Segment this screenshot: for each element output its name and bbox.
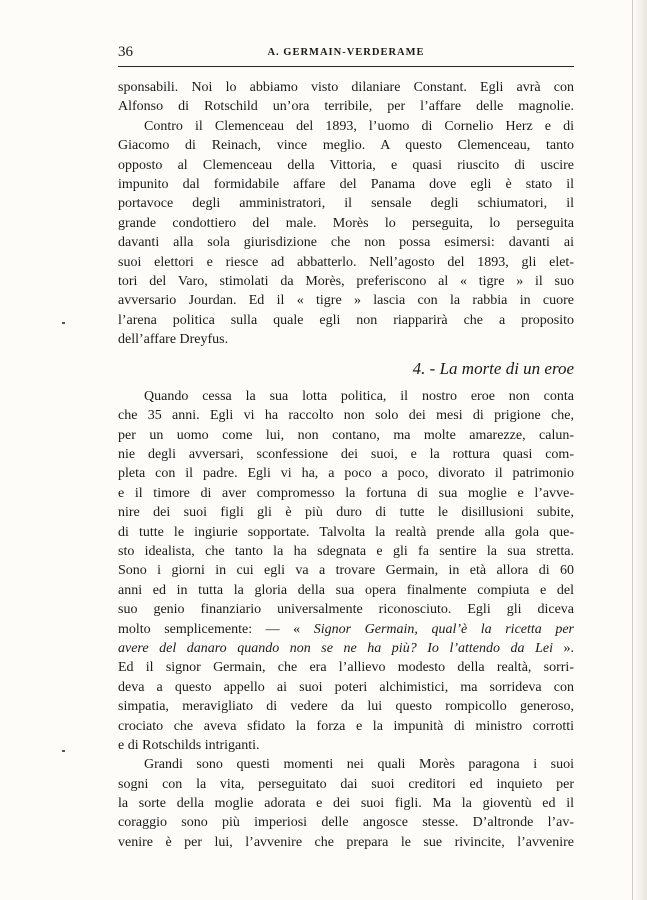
text-line: tori del Varo, stimolati da Morès, preferiscono al « tigre » il suo	[118, 273, 574, 289]
text-line: avversario Jourdan. Ed il « tigre » lascia con la rabbia in cuore	[118, 293, 574, 309]
text-line: Alfonso di Rotschild un’ora terribile, per l’affare delle magnolie.	[118, 99, 574, 115]
text-line: opposto al Clemenceau della Vittoria, e quasi riuscito di uscire	[118, 157, 574, 173]
text-line: grande condottiero del male. Morès lo perseguita, lo perseguita	[118, 215, 574, 231]
text-line: Contro il Clemenceau del 1893, l’uomo di Cornelio Herz e di	[144, 118, 574, 134]
text-line: per un uomo come lui, non contano, ma molte amarezze, calun-	[118, 427, 574, 443]
text-line: di tutte le ingiurie sopportate. Talvolta la realtà prende alla gola que-	[118, 524, 574, 540]
running-header	[118, 40, 574, 67]
text-line: deva a questo appello ai suoi poteri alchimistici, ma sorrideva con	[118, 679, 574, 695]
text-line: Ed il signor Germain, che era l’allievo modesto della realtà, sorri-	[118, 660, 574, 676]
quote-italic: Signor Germain, qual’è la ricetta per	[313, 621, 574, 637]
page-edge-shadow	[633, 0, 647, 900]
text-line: anni ed in tutta la gloria della sua opera finalmente compiuta e del	[118, 582, 574, 598]
text-line: sogni con la vita, perseguitato dai suoi creditori ed inquieto per	[118, 776, 574, 792]
text-line: impunito dal formidabile affare del Panama dove egli è stato il	[118, 176, 574, 192]
text-line: nire dei suoi figli gli è più duro di tutte le disillusioni subite,	[118, 505, 574, 521]
page-number: 36	[118, 44, 133, 60]
text-line: simpatia, meravigliato di vedere da lui questo rompicollo generoso,	[118, 699, 574, 715]
text-line: sponsabili. Noi lo abbiamo visto dilaniare Constant. Egli avrà con	[118, 80, 574, 95]
text-line: suoi elettori e riesce ad abbatterlo. Nell’agosto del 1893, gli elet-	[118, 254, 574, 270]
section-heading: 4. - La morte di un eroe	[412, 359, 574, 379]
margin-speck	[62, 322, 65, 324]
running-head-title: A. GERMAIN-VERDERAME	[267, 47, 425, 58]
text-line: Giacomo di Reinach, vince meglio. A questo Clemenceau, tanto	[118, 138, 574, 154]
quote-prefix: molto semplicemente: — «	[118, 621, 314, 637]
text-line: e il timore di aver compromesso la fortuna di sua moglie e l’avve-	[118, 485, 574, 501]
text-line: crociato che aveva sfidato la forza e la impunità di ministro corrotti	[118, 718, 574, 734]
text-line: e di Rotschilds intriganti.	[118, 737, 260, 753]
text-line: davanti alla sola giurisdizione che non possa esimersi: davanti ai	[118, 235, 574, 251]
text-line: dell’affare Dreyfus.	[118, 332, 229, 348]
text-line: l’arena politica sulla quale egli non riapparirà che a proposito	[118, 312, 574, 328]
margin-speck	[62, 750, 65, 752]
text-line: che 35 anni. Egli vi ha raccolto non solo dei mesi di prigione che,	[118, 408, 574, 424]
text-line: Quando cessa la sua lotta politica, il nostro eroe non conta	[144, 388, 574, 404]
text-line: coraggio sono più imperiosi delle angosce stesse. D’altronde l’av-	[118, 815, 574, 831]
quote-line	[118, 620, 574, 639]
text-line: nie degli avversari, sconfessione dei suoi, e la rottura quasi com-	[118, 447, 574, 463]
quote-suffix: ».	[552, 640, 574, 656]
text-line: la sorte della moglie adorata e dei suoi figli. Ma la gioventù ed il	[118, 796, 574, 812]
text-line: sto idealista, che tanto la ha sdegnata e gli fa sentire la sua stretta.	[118, 543, 574, 559]
text-line: suo genio finanziario universalmente riconosciuto. Egli gli diceva	[118, 602, 574, 618]
text-line: venire è per lui, l’avvenire che prepara le sue rivincite, l’avvenire	[118, 834, 574, 850]
text-line: Sono i giorni in cui egli va a trovare Germain, in età allora di 60	[118, 563, 574, 579]
text-line: pleta con il padre. Egli vi ha, a poco a poco, divorato il patrimonio	[118, 466, 574, 482]
text-line: Grandi sono questi momenti nei quali Morès paragona i suoi	[144, 757, 574, 773]
quote-italic: avere del danaro quando non se ne ha più? Io l’attendo da Lei	[118, 640, 553, 656]
quote-line	[118, 639, 574, 658]
body-text	[118, 78, 574, 852]
text-line: portavoce degli amministratori, il sensale degli schiumatori, il	[118, 196, 574, 212]
